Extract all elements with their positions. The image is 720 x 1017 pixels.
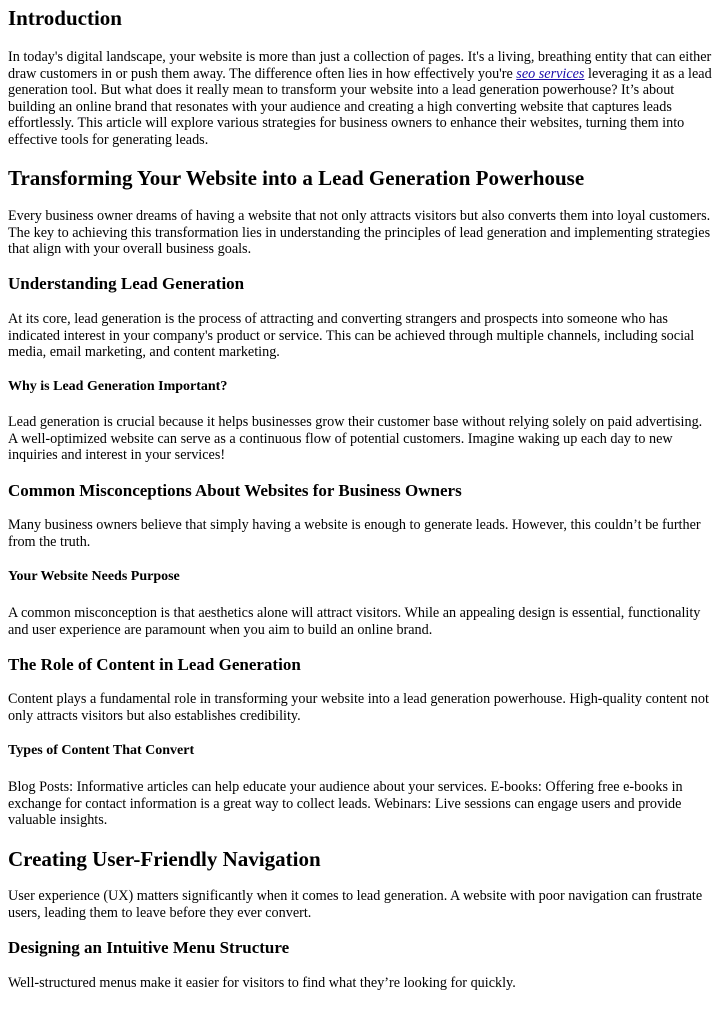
paragraph-transforming: Every business owner dreams of having a website that not only attracts visitors but also converts them into loyal customers. The key to achieving this transformation lies in understanding the principles of lead generation and implementing strategies that align with your overall business goals. xyxy=(8,208,711,258)
paragraph-misconceptions: Many business owners believe that simply having a website is enough to generate leads. However, this couldn’t be further from the truth. xyxy=(8,517,701,550)
intro-text-before-link: In today's digital landscape, your website is more than just a collection of pages. It's a living, breathing entity that can either draw customers in or push them away. The difference often lies in how effectively you're xyxy=(8,49,712,82)
heading-understanding: Understanding Lead Generation xyxy=(8,274,245,293)
paragraph-content-role: Content plays a fundamental role in transforming your website into a lead generation powerhouse. High-quality content not only attracts visitors but also establishes credibility. xyxy=(8,691,709,724)
heading-introduction: Introduction xyxy=(8,6,122,30)
heading-content-types: Types of Content That Convert xyxy=(8,743,195,758)
paragraph-menu: Well-structured menus make it easier for visitors to find what they’re looking for quickly. xyxy=(8,975,516,991)
paragraph-content-types: Blog Posts: Informative articles can help educate your audience about your services. E-books: Offering free e-books in exchange for contact information is a great way to collect leads. Webinars: Live sessions can engage users and provide valuable insights. xyxy=(8,779,683,829)
heading-misconceptions: Common Misconceptions About Websites for Business Owners xyxy=(8,481,462,500)
paragraph-navigation: User experience (UX) matters significantly when it comes to lead generation. A website with poor navigation can frustrate users, leading them to leave before they ever convert. xyxy=(8,888,703,921)
heading-purpose: Your Website Needs Purpose xyxy=(8,569,180,584)
intro-text-after-link: leveraging it as a lead generation tool. But what does it really mean to transform your website into a lead generation powerhouse? It’s about building an online brand that resonates with your audience and creating a high converting website that captures leads effortlessly. This article will explore various strategies for business owners to enhance their websites, turning them into effective tools for generating leads. xyxy=(8,65,712,148)
heading-transforming: Transforming Your Website into a Lead Generation Powerhouse xyxy=(8,166,585,190)
paragraph-understanding: At its core, lead generation is the process of attracting and converting strangers and prospects into someone who has indicated interest in your company's product or service. This can be achieved through multiple channels, including social media, email marketing, and content marketing. xyxy=(8,311,695,361)
seo-services-link[interactable]: seo services xyxy=(516,65,585,82)
paragraph-why-important: Lead generation is crucial because it helps businesses grow their customer base without relying solely on paid advertising. A well-optimized website can serve as a continuous flow of potential customers. Imagine waking up each day to new inquiries and interest in your services! xyxy=(8,414,703,464)
heading-content-role: The Role of Content in Lead Generation xyxy=(8,655,301,674)
heading-why-important: Why is Lead Generation Important? xyxy=(8,379,228,394)
heading-navigation: Creating User-Friendly Navigation xyxy=(8,847,321,871)
paragraph-purpose: A common misconception is that aesthetics alone will attract visitors. While an appealing design is essential, functionality and user experience are paramount when you aim to build an online brand. xyxy=(8,605,701,638)
heading-menu: Designing an Intuitive Menu Structure xyxy=(8,938,290,957)
paragraph-introduction xyxy=(8,49,712,149)
